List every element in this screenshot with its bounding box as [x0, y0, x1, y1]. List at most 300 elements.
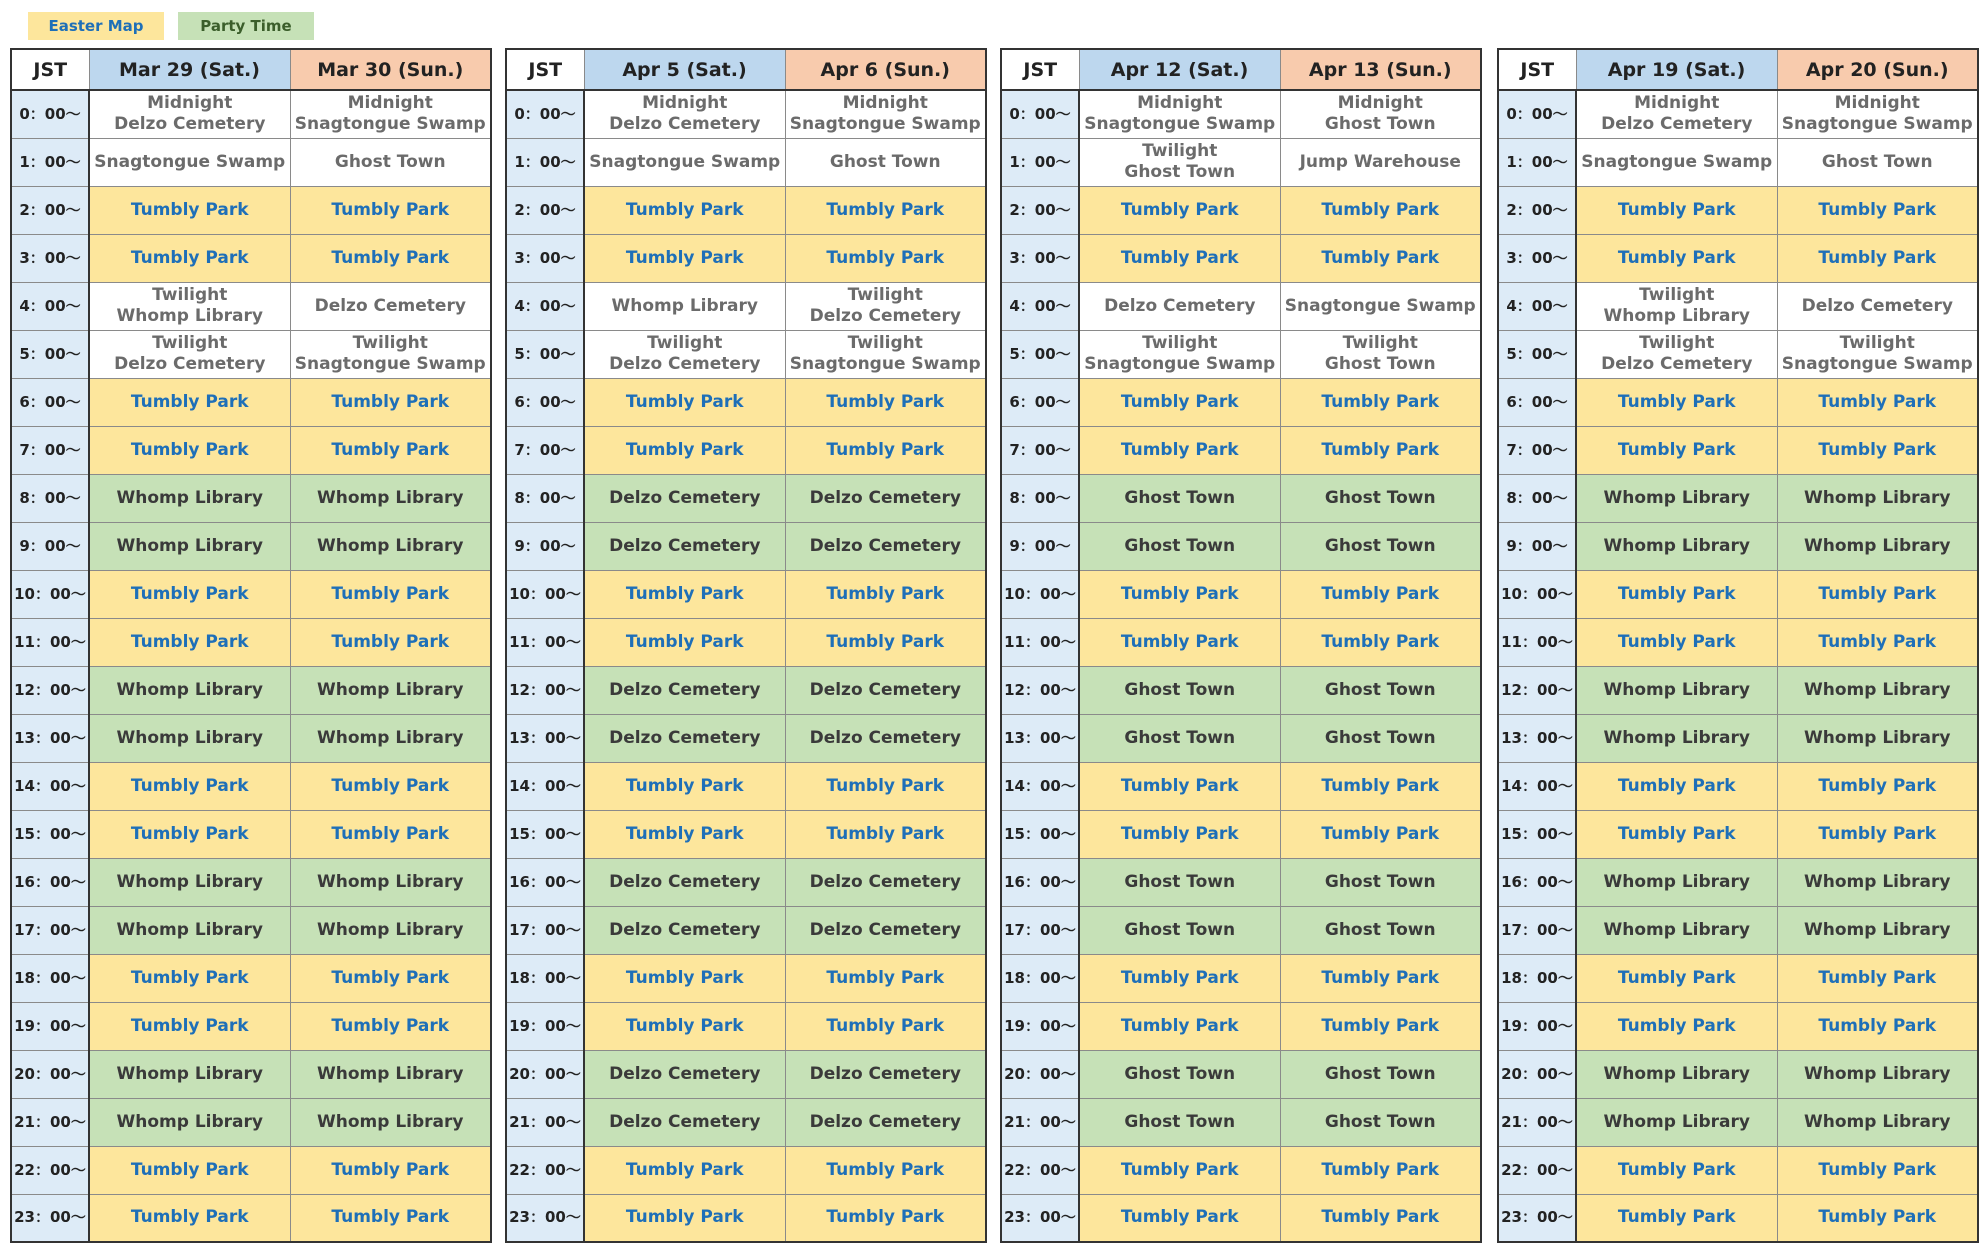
- map-name: Tumbly Park: [1120, 1159, 1239, 1180]
- table-row: [506, 666, 986, 714]
- time-cell: 22：00～: [11, 1146, 89, 1194]
- time-cell: 14：00～: [506, 762, 584, 810]
- map-name: Delzo Cemetery: [609, 727, 761, 748]
- map-name: Tumbly Park: [625, 1207, 744, 1228]
- map-name: Delzo Cemetery: [809, 306, 961, 326]
- map-name: Whomp Library: [1603, 871, 1750, 892]
- map-name: Tumbly Park: [1617, 583, 1736, 604]
- table-row: [1001, 618, 1481, 666]
- time-cell: 20：00～: [1498, 1050, 1576, 1098]
- map-name: Tumbly Park: [1120, 391, 1239, 412]
- table-row: [1498, 1002, 1978, 1050]
- time-cell: 5：00～: [11, 330, 89, 378]
- time-cell: 12：00～: [506, 666, 584, 714]
- map-name: Tumbly Park: [1818, 823, 1937, 844]
- table-row: [11, 1098, 491, 1146]
- legend: [28, 12, 314, 40]
- map-name: Whomp Library: [317, 535, 464, 556]
- map-cell: [1280, 1146, 1481, 1194]
- map-name: Tumbly Park: [625, 1159, 744, 1180]
- map-cell: [1777, 1098, 1978, 1146]
- table-row: [1498, 858, 1978, 906]
- map-cell: [584, 426, 785, 474]
- map-cell: [584, 90, 785, 138]
- map-name: Snagtongue Swamp: [789, 114, 981, 135]
- map-cell: [785, 330, 986, 378]
- time-cell: 21：00～: [11, 1098, 89, 1146]
- map-cell: [785, 1146, 986, 1194]
- map-cell: [1576, 810, 1777, 858]
- map-cell: [785, 186, 986, 234]
- map-name: Tumbly Park: [625, 967, 744, 988]
- time-cell: 0：00～: [1001, 90, 1079, 138]
- map-time-label: Twilight: [152, 333, 228, 353]
- table-row: [1001, 90, 1481, 138]
- map-cell: [1280, 474, 1481, 522]
- map-cell: [1576, 1194, 1777, 1242]
- time-cell: 9：00～: [1001, 522, 1079, 570]
- table-row: [11, 666, 491, 714]
- time-cell: 6：00～: [1498, 378, 1576, 426]
- map-cell: [584, 762, 785, 810]
- map-name: Whomp Library: [1603, 679, 1750, 700]
- map-cell: [1079, 474, 1280, 522]
- map-cell: [1280, 234, 1481, 282]
- map-cell: [1280, 570, 1481, 618]
- time-cell: 7：00～: [506, 426, 584, 474]
- map-cell: [785, 1050, 986, 1098]
- map-name: Tumbly Park: [625, 439, 744, 460]
- map-cell: [1280, 426, 1481, 474]
- map-name: Tumbly Park: [1818, 1159, 1937, 1180]
- time-header: JST: [506, 49, 584, 90]
- time-cell: 10：00～: [1001, 570, 1079, 618]
- time-cell: 7：00～: [11, 426, 89, 474]
- time-cell: 15：00～: [11, 810, 89, 858]
- map-cell: [89, 474, 290, 522]
- map-name: Whomp Library: [1603, 1111, 1750, 1132]
- map-name: Ghost Town: [1324, 871, 1436, 892]
- table-row: [11, 618, 491, 666]
- map-cell: [584, 1002, 785, 1050]
- table-row: [11, 186, 491, 234]
- time-cell: 20：00～: [11, 1050, 89, 1098]
- map-name: Tumbly Park: [625, 199, 744, 220]
- map-name: Tumbly Park: [331, 247, 450, 268]
- time-header: JST: [1498, 49, 1576, 90]
- map-cell: [785, 954, 986, 1002]
- table-row: [1498, 762, 1978, 810]
- map-cell: [89, 954, 290, 1002]
- table-row: [506, 378, 986, 426]
- table-row: [1498, 810, 1978, 858]
- map-cell: [584, 282, 785, 330]
- map-cell: [1576, 330, 1777, 378]
- map-name: Tumbly Park: [331, 823, 450, 844]
- map-cell: [1576, 858, 1777, 906]
- time-cell: 4：00～: [1001, 282, 1079, 330]
- map-cell: [1280, 762, 1481, 810]
- map-name: Whomp Library: [317, 871, 464, 892]
- map-cell: [1777, 666, 1978, 714]
- time-cell: 4：00～: [506, 282, 584, 330]
- time-cell: 17：00～: [1498, 906, 1576, 954]
- table-row: [1498, 330, 1978, 378]
- map-cell: [584, 474, 785, 522]
- map-name: Whomp Library: [1804, 727, 1951, 748]
- map-name: Tumbly Park: [1617, 775, 1736, 796]
- map-cell: [89, 810, 290, 858]
- table-row: [506, 138, 986, 186]
- time-cell: 11：00～: [1001, 618, 1079, 666]
- map-name: Snagtongue Swamp: [1084, 354, 1276, 374]
- map-name: Whomp Library: [1804, 679, 1951, 700]
- time-cell: 3：00～: [506, 234, 584, 282]
- map-cell: [1576, 618, 1777, 666]
- day-header: Apr 5 (Sat.): [584, 49, 785, 90]
- time-cell: 11：00～: [1498, 618, 1576, 666]
- map-cell: [89, 186, 290, 234]
- time-cell: 0：00～: [506, 90, 584, 138]
- table-row: [1001, 378, 1481, 426]
- time-cell: 8：00～: [11, 474, 89, 522]
- schedule-table-4: [1497, 48, 1977, 1243]
- time-cell: 1：00～: [1001, 138, 1079, 186]
- map-cell: [1079, 1098, 1280, 1146]
- map-name: Delzo Cemetery: [1601, 354, 1753, 374]
- table-row: [1001, 762, 1481, 810]
- map-cell: [1280, 858, 1481, 906]
- map-cell: [89, 1050, 290, 1098]
- map-cell: [785, 282, 986, 330]
- map-name: Tumbly Park: [331, 391, 450, 412]
- map-name: Tumbly Park: [1617, 631, 1736, 652]
- table-row: [1001, 522, 1481, 570]
- map-cell: [785, 618, 986, 666]
- map-name: Whomp Library: [317, 487, 464, 508]
- map-cell: [785, 138, 986, 186]
- map-name: Whomp Library: [1603, 919, 1750, 940]
- map-cell: [785, 426, 986, 474]
- map-name: Delzo Cemetery: [809, 1063, 961, 1084]
- map-cell: [1280, 282, 1481, 330]
- table-row: [11, 906, 491, 954]
- map-name: Whomp Library: [116, 306, 263, 326]
- map-cell: [89, 906, 290, 954]
- map-cell: [89, 1002, 290, 1050]
- time-cell: 13：00～: [506, 714, 584, 762]
- map-name: Delzo Cemetery: [114, 354, 266, 374]
- map-cell: [785, 90, 986, 138]
- map-cell: [290, 282, 491, 330]
- table-row: [506, 618, 986, 666]
- map-cell: [1777, 186, 1978, 234]
- day-header: Mar 30 (Sun.): [290, 49, 491, 90]
- table-row: [1001, 186, 1481, 234]
- table-row: [1001, 858, 1481, 906]
- table-row: [11, 858, 491, 906]
- map-cell: [89, 90, 290, 138]
- map-name: Tumbly Park: [1321, 199, 1440, 220]
- map-cell: [290, 1098, 491, 1146]
- map-cell: [290, 714, 491, 762]
- map-name: Tumbly Park: [1321, 247, 1440, 268]
- map-cell: [89, 762, 290, 810]
- map-cell: [89, 858, 290, 906]
- map-cell: [1576, 714, 1777, 762]
- map-name: Ghost Town: [1124, 679, 1236, 700]
- map-name: Whomp Library: [1804, 871, 1951, 892]
- table-row: [506, 1002, 986, 1050]
- map-cell: [1079, 138, 1280, 186]
- map-name: Delzo Cemetery: [1601, 114, 1753, 135]
- map-name: Tumbly Park: [826, 1207, 945, 1228]
- map-cell: [1280, 330, 1481, 378]
- map-name: Tumbly Park: [1818, 1015, 1937, 1036]
- map-name: Tumbly Park: [1321, 1159, 1440, 1180]
- map-cell: [1777, 618, 1978, 666]
- map-cell: [1079, 378, 1280, 426]
- table-row: [1001, 426, 1481, 474]
- time-cell: 14：00～: [11, 762, 89, 810]
- table-row: [1498, 1194, 1978, 1242]
- map-cell: [1280, 522, 1481, 570]
- map-time-label: Twilight: [1142, 141, 1218, 161]
- map-cell: [290, 1194, 491, 1242]
- map-cell: [584, 138, 785, 186]
- map-name: Tumbly Park: [826, 631, 945, 652]
- time-cell: 9：00～: [1498, 522, 1576, 570]
- map-name: Tumbly Park: [1818, 439, 1937, 460]
- map-cell: [785, 1002, 986, 1050]
- map-cell: [785, 810, 986, 858]
- map-cell: [1576, 378, 1777, 426]
- map-name: Snagtongue Swamp: [1581, 151, 1773, 172]
- map-name: Tumbly Park: [1617, 1015, 1736, 1036]
- map-name: Tumbly Park: [826, 775, 945, 796]
- map-name: Tumbly Park: [1818, 391, 1937, 412]
- time-cell: 0：00～: [1498, 90, 1576, 138]
- map-name: Whomp Library: [317, 727, 464, 748]
- map-name: Snagtongue Swamp: [1084, 114, 1276, 135]
- map-name: Tumbly Park: [625, 775, 744, 796]
- map-name: Delzo Cemetery: [809, 487, 961, 508]
- time-cell: 13：00～: [1498, 714, 1576, 762]
- schedule-table-1: [10, 48, 490, 1243]
- map-name: Tumbly Park: [826, 199, 945, 220]
- table-row: [506, 186, 986, 234]
- table-row: [506, 330, 986, 378]
- time-cell: 23：00～: [11, 1194, 89, 1242]
- map-name: Ghost Town: [1324, 1111, 1436, 1132]
- map-name: Tumbly Park: [1321, 631, 1440, 652]
- map-time-label: Midnight: [347, 93, 433, 114]
- map-name: Whomp Library: [116, 871, 263, 892]
- map-time-label: Twilight: [1142, 333, 1218, 353]
- time-cell: 3：00～: [1001, 234, 1079, 282]
- map-name: Tumbly Park: [331, 199, 450, 220]
- map-cell: [1079, 282, 1280, 330]
- time-cell: 2：00～: [1498, 186, 1576, 234]
- map-cell: [1576, 906, 1777, 954]
- time-cell: 16：00～: [11, 858, 89, 906]
- map-name: Whomp Library: [317, 1063, 464, 1084]
- map-name: Ghost Town: [1324, 679, 1436, 700]
- table-row: [506, 906, 986, 954]
- map-name: Tumbly Park: [625, 1015, 744, 1036]
- table-row: [506, 90, 986, 138]
- map-name: Whomp Library: [116, 727, 263, 748]
- map-cell: [290, 186, 491, 234]
- map-name: Ghost Town: [1324, 1063, 1436, 1084]
- time-cell: 23：00～: [506, 1194, 584, 1242]
- map-name: Delzo Cemetery: [609, 114, 761, 135]
- map-name: Tumbly Park: [1617, 199, 1736, 220]
- map-name: Whomp Library: [1804, 919, 1951, 940]
- map-name: Whomp Library: [1603, 535, 1750, 556]
- map-name: Tumbly Park: [1321, 967, 1440, 988]
- map-cell: [1079, 762, 1280, 810]
- map-cell: [1079, 186, 1280, 234]
- map-cell: [1777, 1002, 1978, 1050]
- day-header: Apr 6 (Sun.): [785, 49, 986, 90]
- map-cell: [1079, 954, 1280, 1002]
- map-cell: [584, 234, 785, 282]
- map-name: Snagtongue Swamp: [1781, 114, 1973, 135]
- map-time-label: Midnight: [1137, 93, 1223, 114]
- map-name: Ghost Town: [1324, 114, 1436, 135]
- map-name: Tumbly Park: [826, 967, 945, 988]
- time-cell: 17：00～: [1001, 906, 1079, 954]
- table-row: [1001, 1098, 1481, 1146]
- map-name: Tumbly Park: [1617, 1159, 1736, 1180]
- map-name: Tumbly Park: [1818, 1207, 1937, 1228]
- time-cell: 6：00～: [1001, 378, 1079, 426]
- map-name: Delzo Cemetery: [609, 1063, 761, 1084]
- map-name: Tumbly Park: [331, 631, 450, 652]
- map-cell: [785, 858, 986, 906]
- table-row: [1001, 906, 1481, 954]
- map-cell: [290, 378, 491, 426]
- map-name: Whomp Library: [1804, 1063, 1951, 1084]
- map-name: Whomp Library: [116, 487, 263, 508]
- map-cell: [584, 954, 785, 1002]
- time-cell: 21：00～: [1001, 1098, 1079, 1146]
- map-cell: [1280, 186, 1481, 234]
- table-row: [1001, 234, 1481, 282]
- map-cell: [290, 90, 491, 138]
- table-row: [11, 1146, 491, 1194]
- day-header: Mar 29 (Sat.): [89, 49, 290, 90]
- map-name: Tumbly Park: [130, 1207, 249, 1228]
- map-cell: [1576, 1002, 1777, 1050]
- time-cell: 2：00～: [506, 186, 584, 234]
- map-cell: [1576, 1050, 1777, 1098]
- map-cell: [89, 570, 290, 618]
- time-cell: 10：00～: [1498, 570, 1576, 618]
- map-name: Tumbly Park: [1818, 199, 1937, 220]
- map-cell: [584, 186, 785, 234]
- table-row: [1001, 954, 1481, 1002]
- table-row: [11, 90, 491, 138]
- time-cell: 8：00～: [1498, 474, 1576, 522]
- map-cell: [290, 618, 491, 666]
- map-cell: [1079, 426, 1280, 474]
- map-name: Tumbly Park: [1617, 391, 1736, 412]
- map-name: Whomp Library: [317, 919, 464, 940]
- map-name: Tumbly Park: [130, 631, 249, 652]
- map-cell: [89, 666, 290, 714]
- time-cell: 15：00～: [1498, 810, 1576, 858]
- time-cell: 23：00～: [1498, 1194, 1576, 1242]
- map-name: Whomp Library: [317, 1111, 464, 1132]
- map-cell: [584, 570, 785, 618]
- map-cell: [290, 810, 491, 858]
- time-cell: 8：00～: [506, 474, 584, 522]
- table-row: [1498, 618, 1978, 666]
- map-name: Tumbly Park: [331, 1015, 450, 1036]
- map-name: Snagtongue Swamp: [294, 114, 486, 135]
- table-row: [11, 426, 491, 474]
- map-cell: [1280, 1002, 1481, 1050]
- table-row: [506, 954, 986, 1002]
- table-row: [1498, 282, 1978, 330]
- table-row: [1498, 570, 1978, 618]
- table-row: [1001, 330, 1481, 378]
- map-cell: [1576, 954, 1777, 1002]
- map-name: Ghost Town: [1124, 535, 1236, 556]
- table-row: [11, 762, 491, 810]
- map-cell: [1576, 1146, 1777, 1194]
- map-name: Tumbly Park: [130, 1015, 249, 1036]
- map-name: Ghost Town: [1124, 162, 1236, 182]
- day-header: Apr 19 (Sat.): [1576, 49, 1777, 90]
- map-name: Tumbly Park: [1120, 775, 1239, 796]
- map-cell: [1576, 234, 1777, 282]
- table-row: [1001, 1002, 1481, 1050]
- map-cell: [1576, 186, 1777, 234]
- map-time-label: Twilight: [1639, 285, 1715, 305]
- map-cell: [584, 1098, 785, 1146]
- map-name: Snagtongue Swamp: [94, 151, 286, 172]
- map-cell: [1777, 906, 1978, 954]
- map-cell: [584, 618, 785, 666]
- map-name: Tumbly Park: [1617, 439, 1736, 460]
- time-cell: 18：00～: [506, 954, 584, 1002]
- map-time-label: Twilight: [847, 333, 923, 353]
- table-row: [506, 1098, 986, 1146]
- map-cell: [290, 570, 491, 618]
- map-cell: [1777, 1194, 1978, 1242]
- schedule-table-2: [505, 48, 985, 1243]
- map-cell: [290, 666, 491, 714]
- map-name: Whomp Library: [116, 535, 263, 556]
- map-name: Delzo Cemetery: [609, 535, 761, 556]
- map-cell: [1777, 90, 1978, 138]
- time-cell: 18：00～: [1001, 954, 1079, 1002]
- table-row: [1498, 90, 1978, 138]
- time-cell: 18：00～: [1498, 954, 1576, 1002]
- map-time-label: Twilight: [152, 285, 228, 305]
- table-row: [1498, 1098, 1978, 1146]
- map-cell: [89, 714, 290, 762]
- map-name: Tumbly Park: [1818, 967, 1937, 988]
- time-cell: 0：00～: [11, 90, 89, 138]
- schedule-grid: [1497, 48, 1979, 1243]
- map-cell: [290, 522, 491, 570]
- table-row: [506, 522, 986, 570]
- map-cell: [785, 522, 986, 570]
